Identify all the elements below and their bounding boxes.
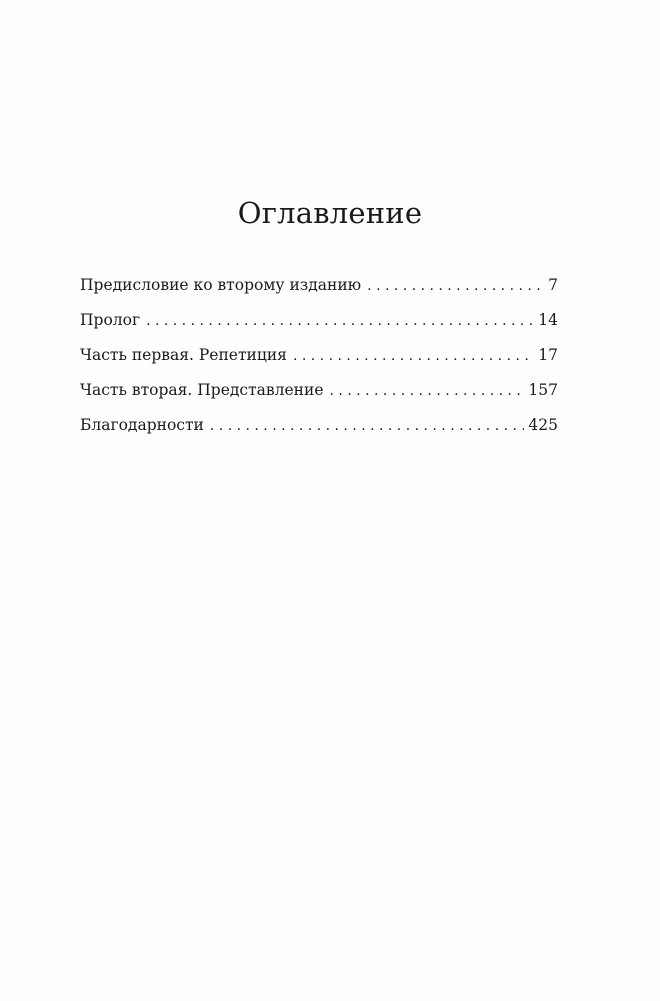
toc-entry-title: Часть первая. Репетиция [80,346,287,364]
dot-leader [293,339,534,374]
toc-entry [80,338,558,373]
page-title: Оглавление [237,196,423,230]
toc-entry [80,373,558,408]
toc-page-number: 157 [528,381,558,399]
toc-page-number: 7 [548,276,558,294]
toc-entry-title: Благодарности [80,416,204,434]
toc-entry-title: Часть вторая. Представление [80,381,324,399]
dot-leader [210,409,525,444]
dot-leader [330,374,525,409]
toc-entry-title: Пролог [80,311,141,329]
toc-page-number: 425 [528,416,558,434]
table-of-contents [80,268,558,443]
toc-page-number: 14 [538,311,558,329]
toc-entry-title: Предисловие ко второму изданию [80,276,362,294]
dot-leader [367,269,540,304]
dot-leader [146,304,534,339]
toc-entry [80,303,558,338]
toc-entry [80,268,558,303]
toc-page-number: 17 [538,346,558,364]
toc-entry [80,408,558,443]
